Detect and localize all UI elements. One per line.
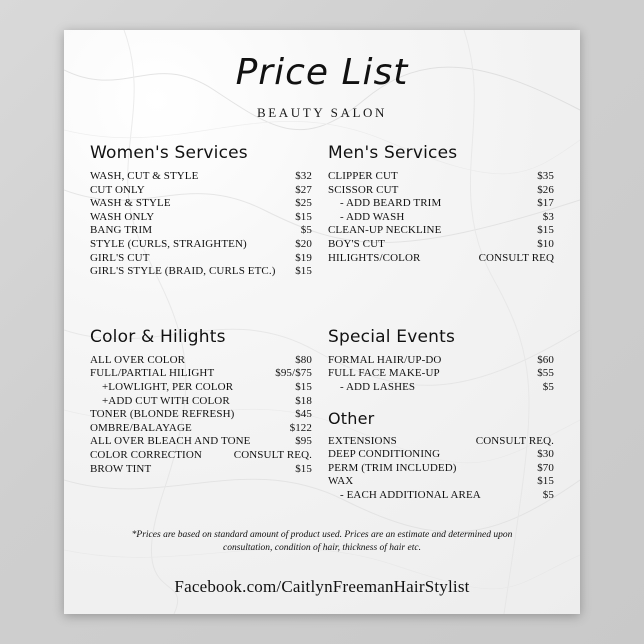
service-name: GIRL'S CUT (90, 251, 150, 264)
color-hilights-section (90, 327, 322, 503)
list-item (90, 381, 312, 395)
service-name: SCISSOR CUT (328, 183, 399, 196)
service-name: +LOWLIGHT, PER COLOR (102, 380, 234, 393)
service-price: $20 (295, 237, 312, 250)
service-name: - EACH ADDITIONAL AREA (340, 488, 481, 501)
section-heading-color: Color & Hilights (90, 326, 226, 347)
list-item (328, 238, 554, 252)
list-item (90, 265, 312, 279)
list-item (328, 252, 554, 266)
list-item (328, 224, 554, 238)
service-price: $10 (537, 237, 554, 250)
list-item (328, 475, 554, 489)
list-item (90, 435, 312, 449)
list-item (328, 489, 554, 503)
service-name: COLOR CORRECTION (90, 448, 202, 461)
womens-services-section (90, 143, 322, 279)
service-name: +ADD CUT WITH COLOR (102, 394, 230, 407)
service-price: $19 (295, 251, 312, 264)
service-price: $35 (537, 170, 554, 182)
service-price: $3 (542, 210, 554, 223)
service-name: CLEAN-UP NECKLINE (328, 224, 442, 237)
service-price: $70 (537, 461, 554, 474)
service-price: $30 (537, 448, 554, 461)
service-name: BANG TRIM (90, 224, 153, 237)
service-price: $15 (537, 224, 554, 237)
section-heading-other: Other (328, 408, 375, 428)
list-item (90, 197, 312, 211)
list-item (90, 238, 312, 252)
service-price: $26 (537, 183, 554, 196)
service-name: FORMAL HAIR/UP-DO (328, 353, 442, 366)
services-row-bottom (90, 327, 554, 503)
service-name: ALL OVER BLEACH AND TONE (90, 435, 251, 448)
list-item (90, 354, 312, 368)
list-item (328, 435, 554, 449)
service-price: $15 (537, 475, 554, 488)
service-price: CONSULT REQ. (475, 434, 554, 447)
service-price: $15 (295, 265, 312, 278)
list-item (90, 449, 312, 463)
service-price: $5 (542, 380, 554, 393)
list-item (328, 367, 554, 381)
special-events-and-other (322, 327, 554, 503)
page-title: Price List (235, 52, 409, 93)
list-item (328, 462, 554, 476)
mens-services-section (322, 143, 554, 279)
list-item (90, 252, 312, 266)
service-name: PERM (TRIM INCLUDED) (328, 461, 457, 474)
section-spacer (328, 395, 554, 409)
service-price: CONSULT REQ. (233, 448, 312, 461)
poster-content (64, 30, 580, 614)
service-price: $55 (537, 367, 554, 380)
list-item (90, 224, 312, 238)
service-name: WASH & STYLE (90, 197, 171, 210)
service-name: WAX (328, 475, 354, 488)
service-price: $60 (537, 353, 554, 366)
section-heading-mens: Men's Services (328, 143, 458, 163)
service-price: $95 (295, 435, 312, 448)
list-item (90, 367, 312, 381)
service-price: $27 (295, 183, 312, 196)
list-item (90, 408, 312, 422)
page-subtitle: BEAUTY SALON (256, 105, 388, 120)
service-name: - ADD BEARD TRIM (340, 197, 442, 210)
service-name: - ADD LASHES (340, 380, 416, 393)
service-name: WASH ONLY (90, 210, 155, 223)
service-name: STYLE (CURLS, STRAIGHTEN) (90, 237, 247, 250)
service-name: WASH, CUT & STYLE (90, 170, 199, 182)
service-name: BROW TINT (90, 462, 152, 475)
list-item (328, 197, 554, 211)
service-price: $32 (295, 170, 312, 182)
service-name: TONER (BLONDE REFRESH) (90, 408, 235, 421)
service-name: ALL OVER COLOR (90, 353, 186, 366)
service-price: $15 (295, 380, 312, 393)
section-heading-special-events: Special Events (328, 326, 456, 347)
service-price: $25 (295, 197, 312, 210)
service-price: CONSULT REQ (478, 251, 554, 264)
services-row-top (90, 143, 554, 279)
service-price: $95/$75 (275, 367, 312, 380)
service-name: GIRL'S STYLE (BRAID, CURLS ETC.) (90, 265, 276, 278)
service-name: FULL/PARTIAL HILIGHT (90, 367, 215, 380)
service-name: CUT ONLY (90, 183, 145, 196)
section-spacer (90, 279, 554, 305)
service-name: HILIGHTS/COLOR (328, 251, 421, 264)
list-item (328, 448, 554, 462)
pricing-disclaimer: *Prices are based on standard amount of product used. Prices are an estimate and determined upon consultation, condition of hair, thickness of hair etc. (131, 529, 513, 553)
section-heading-womens: Women's Services (90, 143, 248, 163)
service-price: $80 (295, 353, 312, 366)
list-item (328, 184, 554, 198)
service-price: $45 (295, 408, 312, 421)
service-name: BOY'S CUT (328, 237, 385, 250)
service-name: DEEP CONDITIONING (328, 448, 441, 461)
facebook-link[interactable]: Facebook.com/CaitlynFreemanHairStylist (174, 576, 470, 596)
service-name: - ADD WASH (340, 210, 405, 223)
list-item (90, 184, 312, 198)
service-price: $17 (537, 197, 554, 210)
list-item (90, 422, 312, 436)
service-name: CLIPPER CUT (328, 170, 398, 182)
list-item (90, 211, 312, 225)
list-item (328, 381, 554, 395)
list-item (90, 463, 312, 477)
list-item (328, 211, 554, 225)
service-price: $5 (542, 488, 554, 501)
service-price: $122 (289, 421, 312, 434)
list-item (90, 170, 312, 184)
service-price: $18 (295, 394, 312, 407)
price-list-poster (64, 30, 580, 614)
service-price: $15 (295, 462, 312, 475)
list-item (90, 395, 312, 409)
service-name: EXTENSIONS (328, 434, 397, 447)
list-item (328, 354, 554, 368)
service-price: $5 (300, 224, 312, 237)
list-item (328, 170, 554, 184)
service-name: FULL FACE MAKE-UP (328, 367, 440, 380)
service-name: OMBRE/BALAYAGE (90, 421, 192, 434)
service-price: $15 (295, 210, 312, 223)
